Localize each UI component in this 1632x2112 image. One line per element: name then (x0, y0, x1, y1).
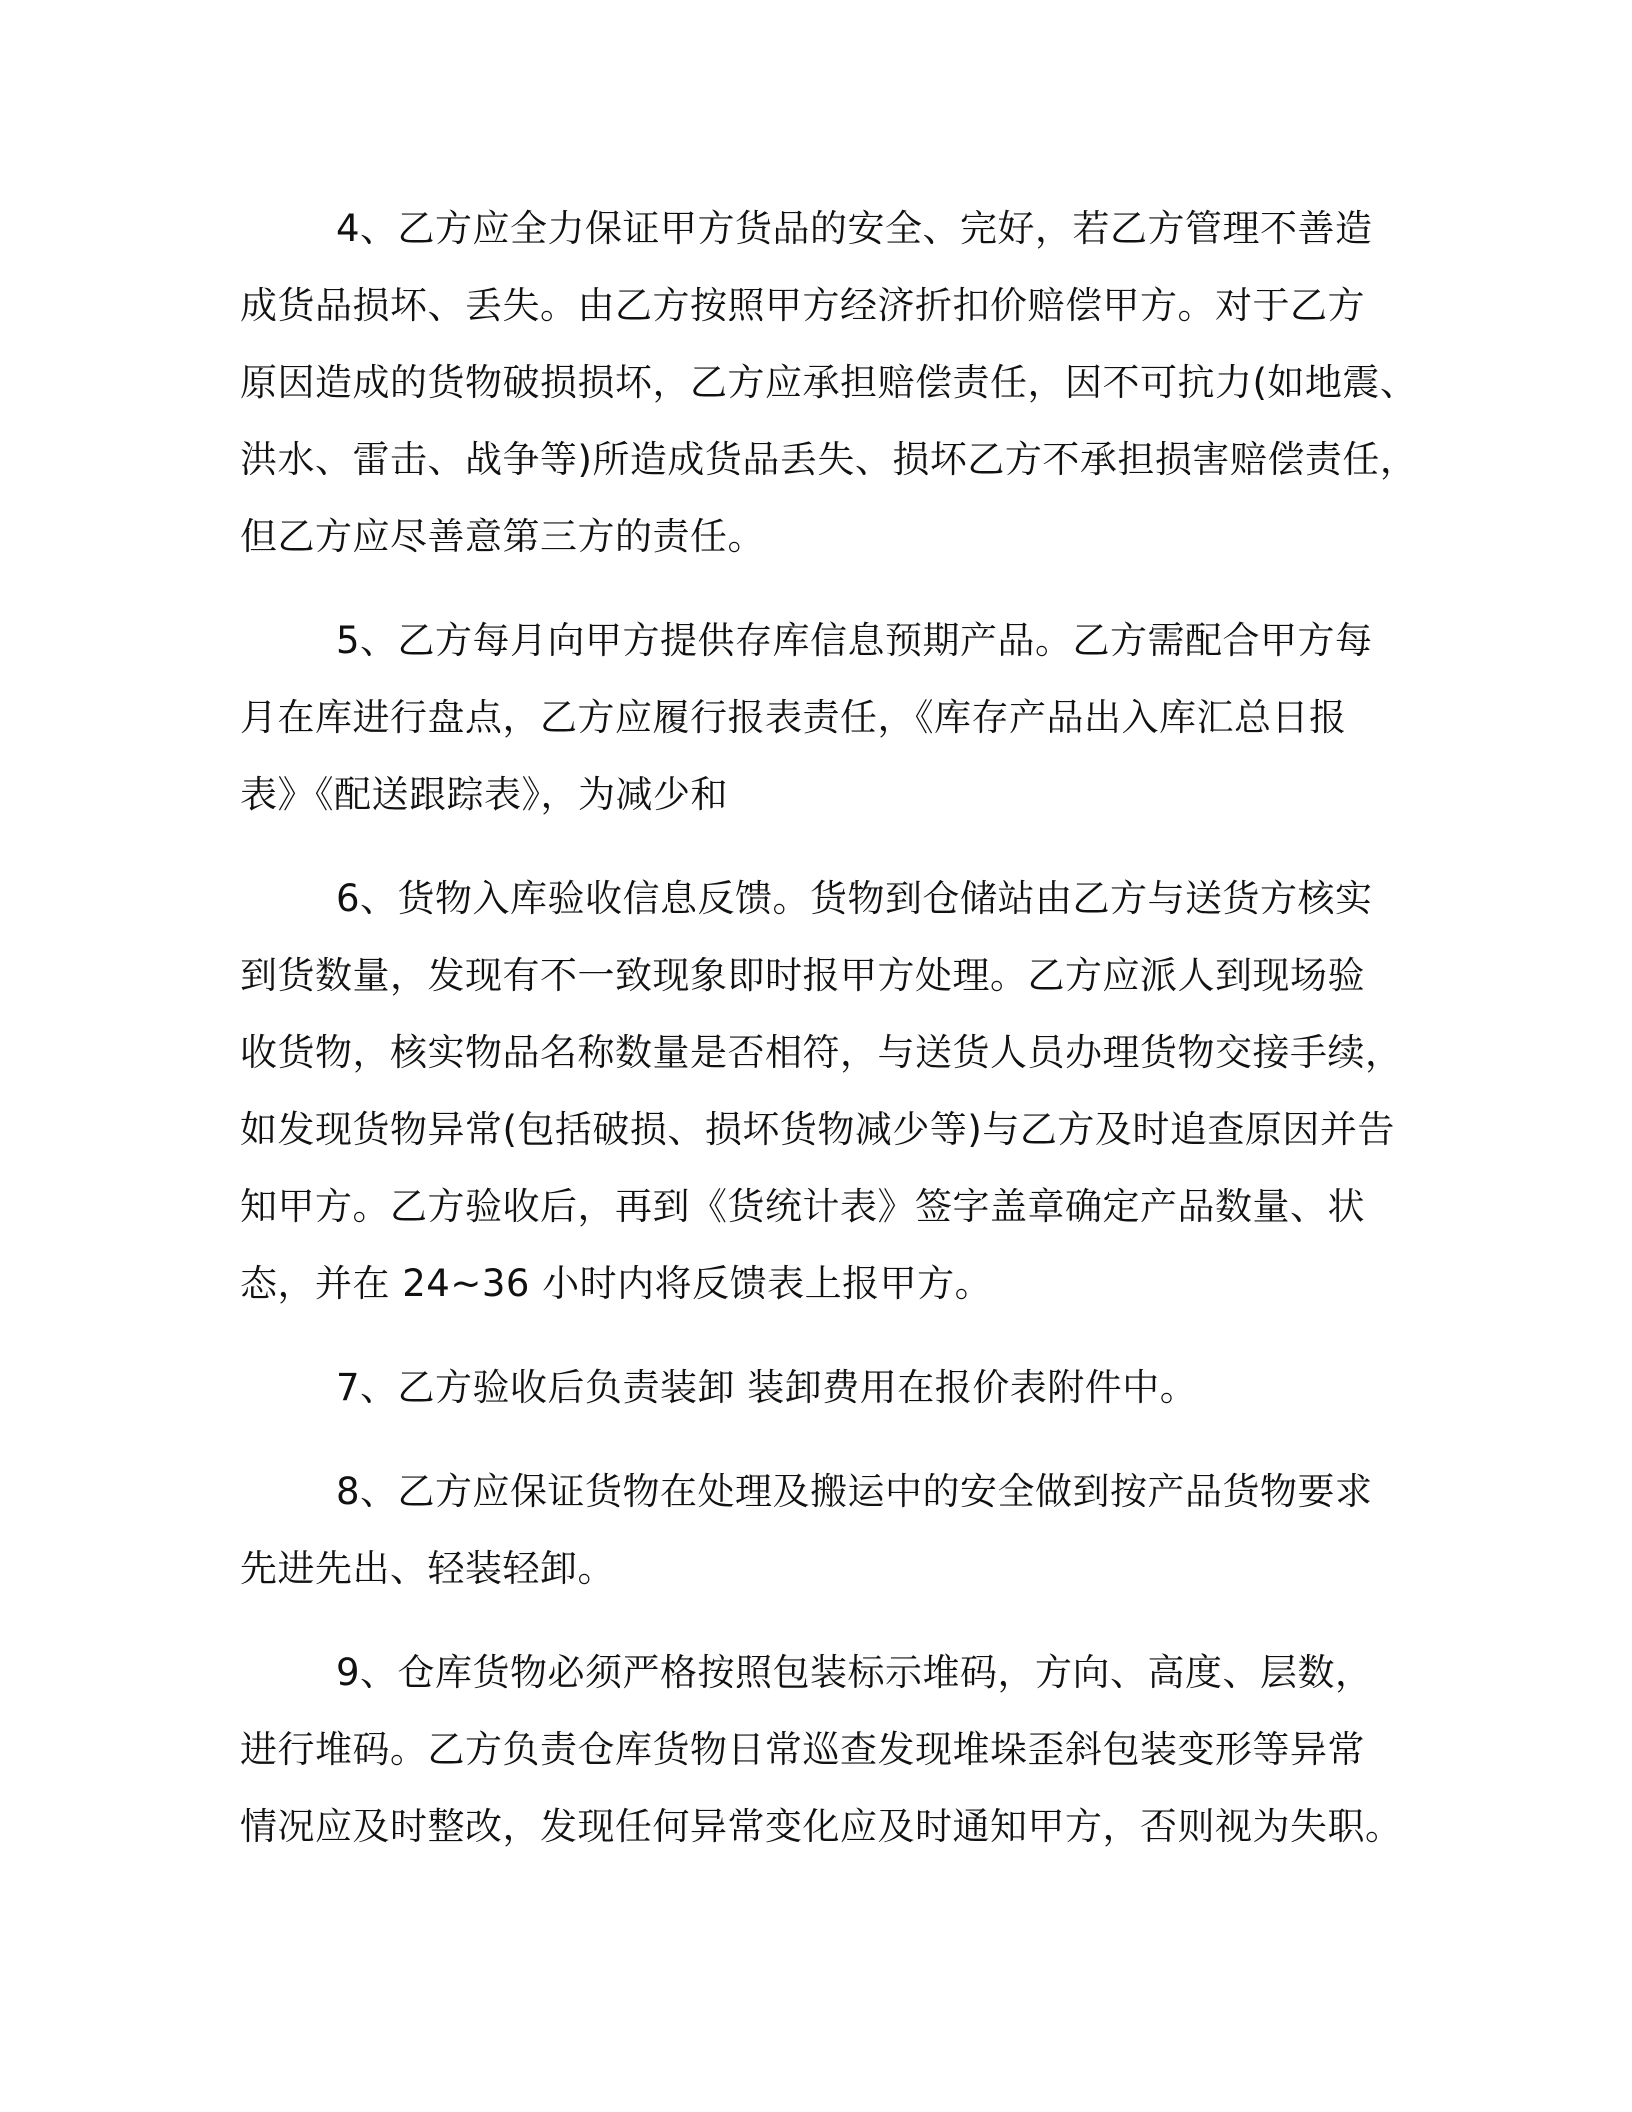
paragraph-line: 9、仓库货物必须严格按照包装标示堆码，方向、高度、层数， (336, 1651, 1373, 1694)
paragraph-line: 7、乙方验收后负责装卸 装卸费用在报价表附件中。 (336, 1366, 1198, 1409)
paragraph-line: 原因造成的货物破损损坏，乙方应承担赔偿责任，因不可抗力(如地震、 (240, 361, 1418, 404)
paragraph-line: 先进先出、轻装轻卸。 (240, 1547, 615, 1590)
paragraph-9 (240, 1634, 1403, 1865)
paragraph-line: 洪水、雷击、战争等)所造成货品丢失、损坏乙方不承担损害赔偿责任， (240, 438, 1418, 481)
paragraph-line: 但乙方应尽善意第三方的责任。 (240, 515, 765, 558)
paragraph-line: 情况应及时整改，发现任何异常变化应及时通知甲方，否则视为失职。 (240, 1805, 1403, 1848)
paragraph-line: 6、货物入库验收信息反馈。货物到仓储站由乙方与送货方核实 (336, 877, 1373, 920)
paragraph-line: 到货数量，发现有不一致现象即时报甲方处理。乙方应派人到现场验 (240, 954, 1365, 997)
paragraph-line: 收货物，核实物品名称数量是否相符，与送货人员办理货物交接手续， (240, 1031, 1403, 1074)
paragraph-line: 5、乙方每月向甲方提供存库信息预期产品。乙方需配合甲方每 (336, 619, 1373, 662)
paragraph-8 (240, 1453, 1400, 1607)
paragraph-4 (240, 190, 1418, 575)
paragraph-line: 4、乙方应全力保证甲方货品的安全、完好，若乙方管理不善造 (336, 207, 1373, 250)
paragraph-line: 月在库进行盘点，乙方应履行报表责任，《库存产品出入库汇总日报 (240, 696, 1347, 739)
paragraph-line: 8、乙方应保证货物在处理及搬运中的安全做到按产品货物要求 (336, 1470, 1373, 1513)
paragraph-line: 表》《配送跟踪表》，为减少和 (240, 773, 728, 816)
paragraph-6 (240, 860, 1403, 1322)
paragraph-line: 进行堆码。乙方负责仓库货物日常巡查发现堆垛歪斜包装变形等异常 (240, 1728, 1365, 1771)
paragraph-line: 知甲方。乙方验收后，再到《货统计表》签字盖章确定产品数量、状 (240, 1185, 1365, 1228)
paragraph-line: 如发现货物异常(包括破损、损坏货物减少等)与乙方及时追查原因并告 (240, 1108, 1395, 1151)
paragraph-line: 成货品损坏、丢失。由乙方按照甲方经济折扣价赔偿甲方。对于乙方 (240, 284, 1365, 327)
document-body (240, 190, 1418, 1892)
paragraph-7 (240, 1349, 1400, 1426)
paragraph-5 (240, 602, 1400, 833)
paragraph-line: 态，并在 24~36 小时内将反馈表上报甲方。 (240, 1262, 993, 1305)
